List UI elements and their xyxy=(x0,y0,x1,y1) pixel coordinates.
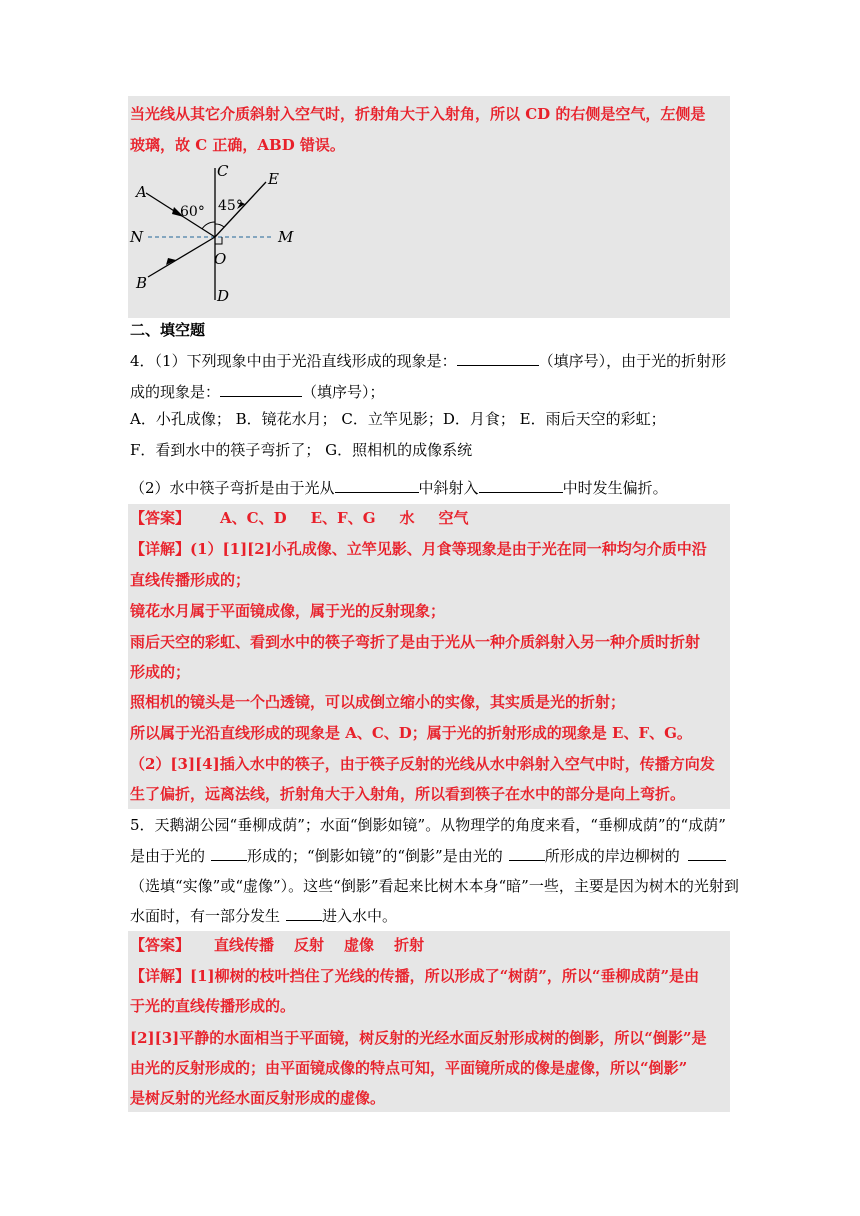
section-title: 二、填空题 xyxy=(130,321,206,339)
q5-line-4-text-b: 进入水中。 xyxy=(322,907,398,925)
q4-answer-line xyxy=(130,508,469,528)
q5-detail-line: 是树反射的光经水面反射形成的虚像。 xyxy=(130,1089,386,1107)
refraction-diagram xyxy=(128,160,308,310)
q4-answer-3: 水 xyxy=(399,509,415,527)
q5-line-4 xyxy=(130,906,397,926)
q5-detail-line: 由光的反射形成的；由平面镜成像的特点可知，平面镜所成的像是虚像，所以“倒影” xyxy=(130,1059,688,1077)
q4-blank-4 xyxy=(479,478,563,493)
q5-line-2-text-c: 所形成的岸边柳树的 xyxy=(544,847,680,865)
q5-detail-line: 【详解】[1]柳树的枝叶挡住了光线的传播，所以形成了“树荫”，所以“垂柳成荫”是由 xyxy=(130,967,700,985)
right-angle-marker xyxy=(215,237,222,244)
q4-options-1: A．小孔成像； B．镜花水月； C．立竿见影；D．月食； E．雨后天空的彩虹； xyxy=(130,410,666,428)
q5-line-2-text-a: 是由于光的 xyxy=(130,847,206,865)
q4-blank-2 xyxy=(220,382,302,397)
q4-detail-line: 【详解】(1）[1][2]小孔成像、立竿见影、月食等现象是由于光在同一种均匀介质中沿 xyxy=(130,540,707,558)
q4-detail-line: 照相机的镜头是一个凸透镜，可以成倒立缩小的实像，其实质是光的折射； xyxy=(130,693,626,711)
q5-detail-line: [2][3]平静的水面相当于平面镜，树反射的光经水面反射形成树的倒影，所以“倒影”是 xyxy=(130,1029,707,1047)
q4-detail-line: 所以属于光沿直线形成的现象是 A、C、D；属于光的折射形成的现象是 E、F、G。 xyxy=(130,724,692,742)
q5-blank-2 xyxy=(509,846,545,861)
q5-blank-3 xyxy=(688,846,726,861)
q4-part-2 xyxy=(130,478,668,498)
q5-answer-1: 直线传播 xyxy=(214,936,275,954)
q5-line-3: （选填“实像”或“虚像”）。这些“倒影”看起来比树木本身“暗”一些，主要是因为树木的光射到 xyxy=(130,877,739,895)
q4-answer-2: E、F、G xyxy=(310,509,376,527)
q4-detail-line: 雨后天空的彩虹、看到水中的筷子弯折了是由于光从一种介质斜射入另一种介质时折射 xyxy=(130,633,701,651)
q5-line-4-text-a: 水面时，有一部分发生 xyxy=(130,907,281,925)
q5-answer-3: 虚像 xyxy=(344,936,375,954)
label-n: N xyxy=(130,228,144,246)
ray-bo xyxy=(148,237,215,277)
q4-answer-4: 空气 xyxy=(438,509,469,527)
q4-line-1-text-b: （填序号），由于光的折射形 xyxy=(538,352,727,370)
label-b: B xyxy=(136,274,148,292)
q5-answer-4: 折射 xyxy=(394,936,425,954)
q5-line-2-text-b: 形成的；“倒影如镜”的“倒影”是由光的 xyxy=(247,847,503,865)
q4-answer-1: A、C、D xyxy=(220,509,287,527)
q4-detail-line: 生了偏折，远离法线，折射角大于入射角，所以看到筷子在水中的部分是向上弯折。 xyxy=(130,785,686,803)
label-e: E xyxy=(268,170,279,188)
label-a: A xyxy=(136,183,147,201)
q5-detail-line: 于光的直线传播形成的。 xyxy=(130,997,296,1015)
label-o: O xyxy=(214,250,227,268)
angle-label-60: 60° xyxy=(180,204,205,220)
q4-part-2-text-a: （2）水中筷子弯折是由于光从 xyxy=(130,479,335,497)
label-c: C xyxy=(217,162,229,180)
q5-blank-1 xyxy=(211,846,247,861)
q4-blank-1 xyxy=(457,351,539,366)
angle-arc-left xyxy=(202,222,215,229)
q5-answer-label: 【答案】 xyxy=(130,936,191,954)
q4-options-2: F．看到水中的筷子弯折了； G．照相机的成像系统 xyxy=(130,441,473,459)
q5-answer-line xyxy=(130,935,424,955)
q4-line-2 xyxy=(130,382,385,402)
q5-answer-2: 反射 xyxy=(294,936,325,954)
q4-line-1-text-a: 4．（1）下列现象中由于光沿直线形成的现象是： xyxy=(130,352,457,370)
label-d: D xyxy=(217,287,230,305)
label-m: M xyxy=(278,228,294,246)
q5-answer-block xyxy=(128,931,730,1112)
q4-line-2-text-a: 成的现象是： xyxy=(130,383,221,401)
q3-explanation-line-2: 玻璃，故 C 正确，ABD 错误。 xyxy=(130,136,345,154)
q4-blank-3 xyxy=(335,478,419,493)
q4-part-2-text-c: 中时发生偏折。 xyxy=(562,479,668,497)
angle-label-45: 45° xyxy=(218,198,243,214)
angle-arc-right xyxy=(215,224,224,227)
q5-line-1: 5．天鹅湖公园“垂柳成荫”；水面“倒影如镜”。从物理学的角度来看，“垂柳成荫”的“成荫” xyxy=(130,816,726,834)
q4-part-2-text-b: 中斜射入 xyxy=(418,479,479,497)
q3-explanation-line-1: 当光线从其它介质斜射入空气时，折射角大于入射角，所以 CD 的右侧是空气，左侧是 xyxy=(130,105,706,123)
q4-answer-label: 【答案】 xyxy=(130,509,191,527)
q4-detail-line: 直线传播形成的； xyxy=(130,571,251,589)
q4-detail-line: 镜花水月属于平面镜成像，属于光的反射现象； xyxy=(130,602,446,620)
q5-line-2 xyxy=(130,846,726,866)
q5-blank-4 xyxy=(286,906,322,921)
q4-line-2-text-b: （填序号）； xyxy=(302,383,385,401)
q4-detail-line: 形成的； xyxy=(130,663,191,681)
q4-detail-line: （2）[3][4]插入水中的筷子，由于筷子反射的光线从水中斜射入空气中时，传播方向发 xyxy=(130,755,715,773)
q4-line-1 xyxy=(130,351,726,371)
